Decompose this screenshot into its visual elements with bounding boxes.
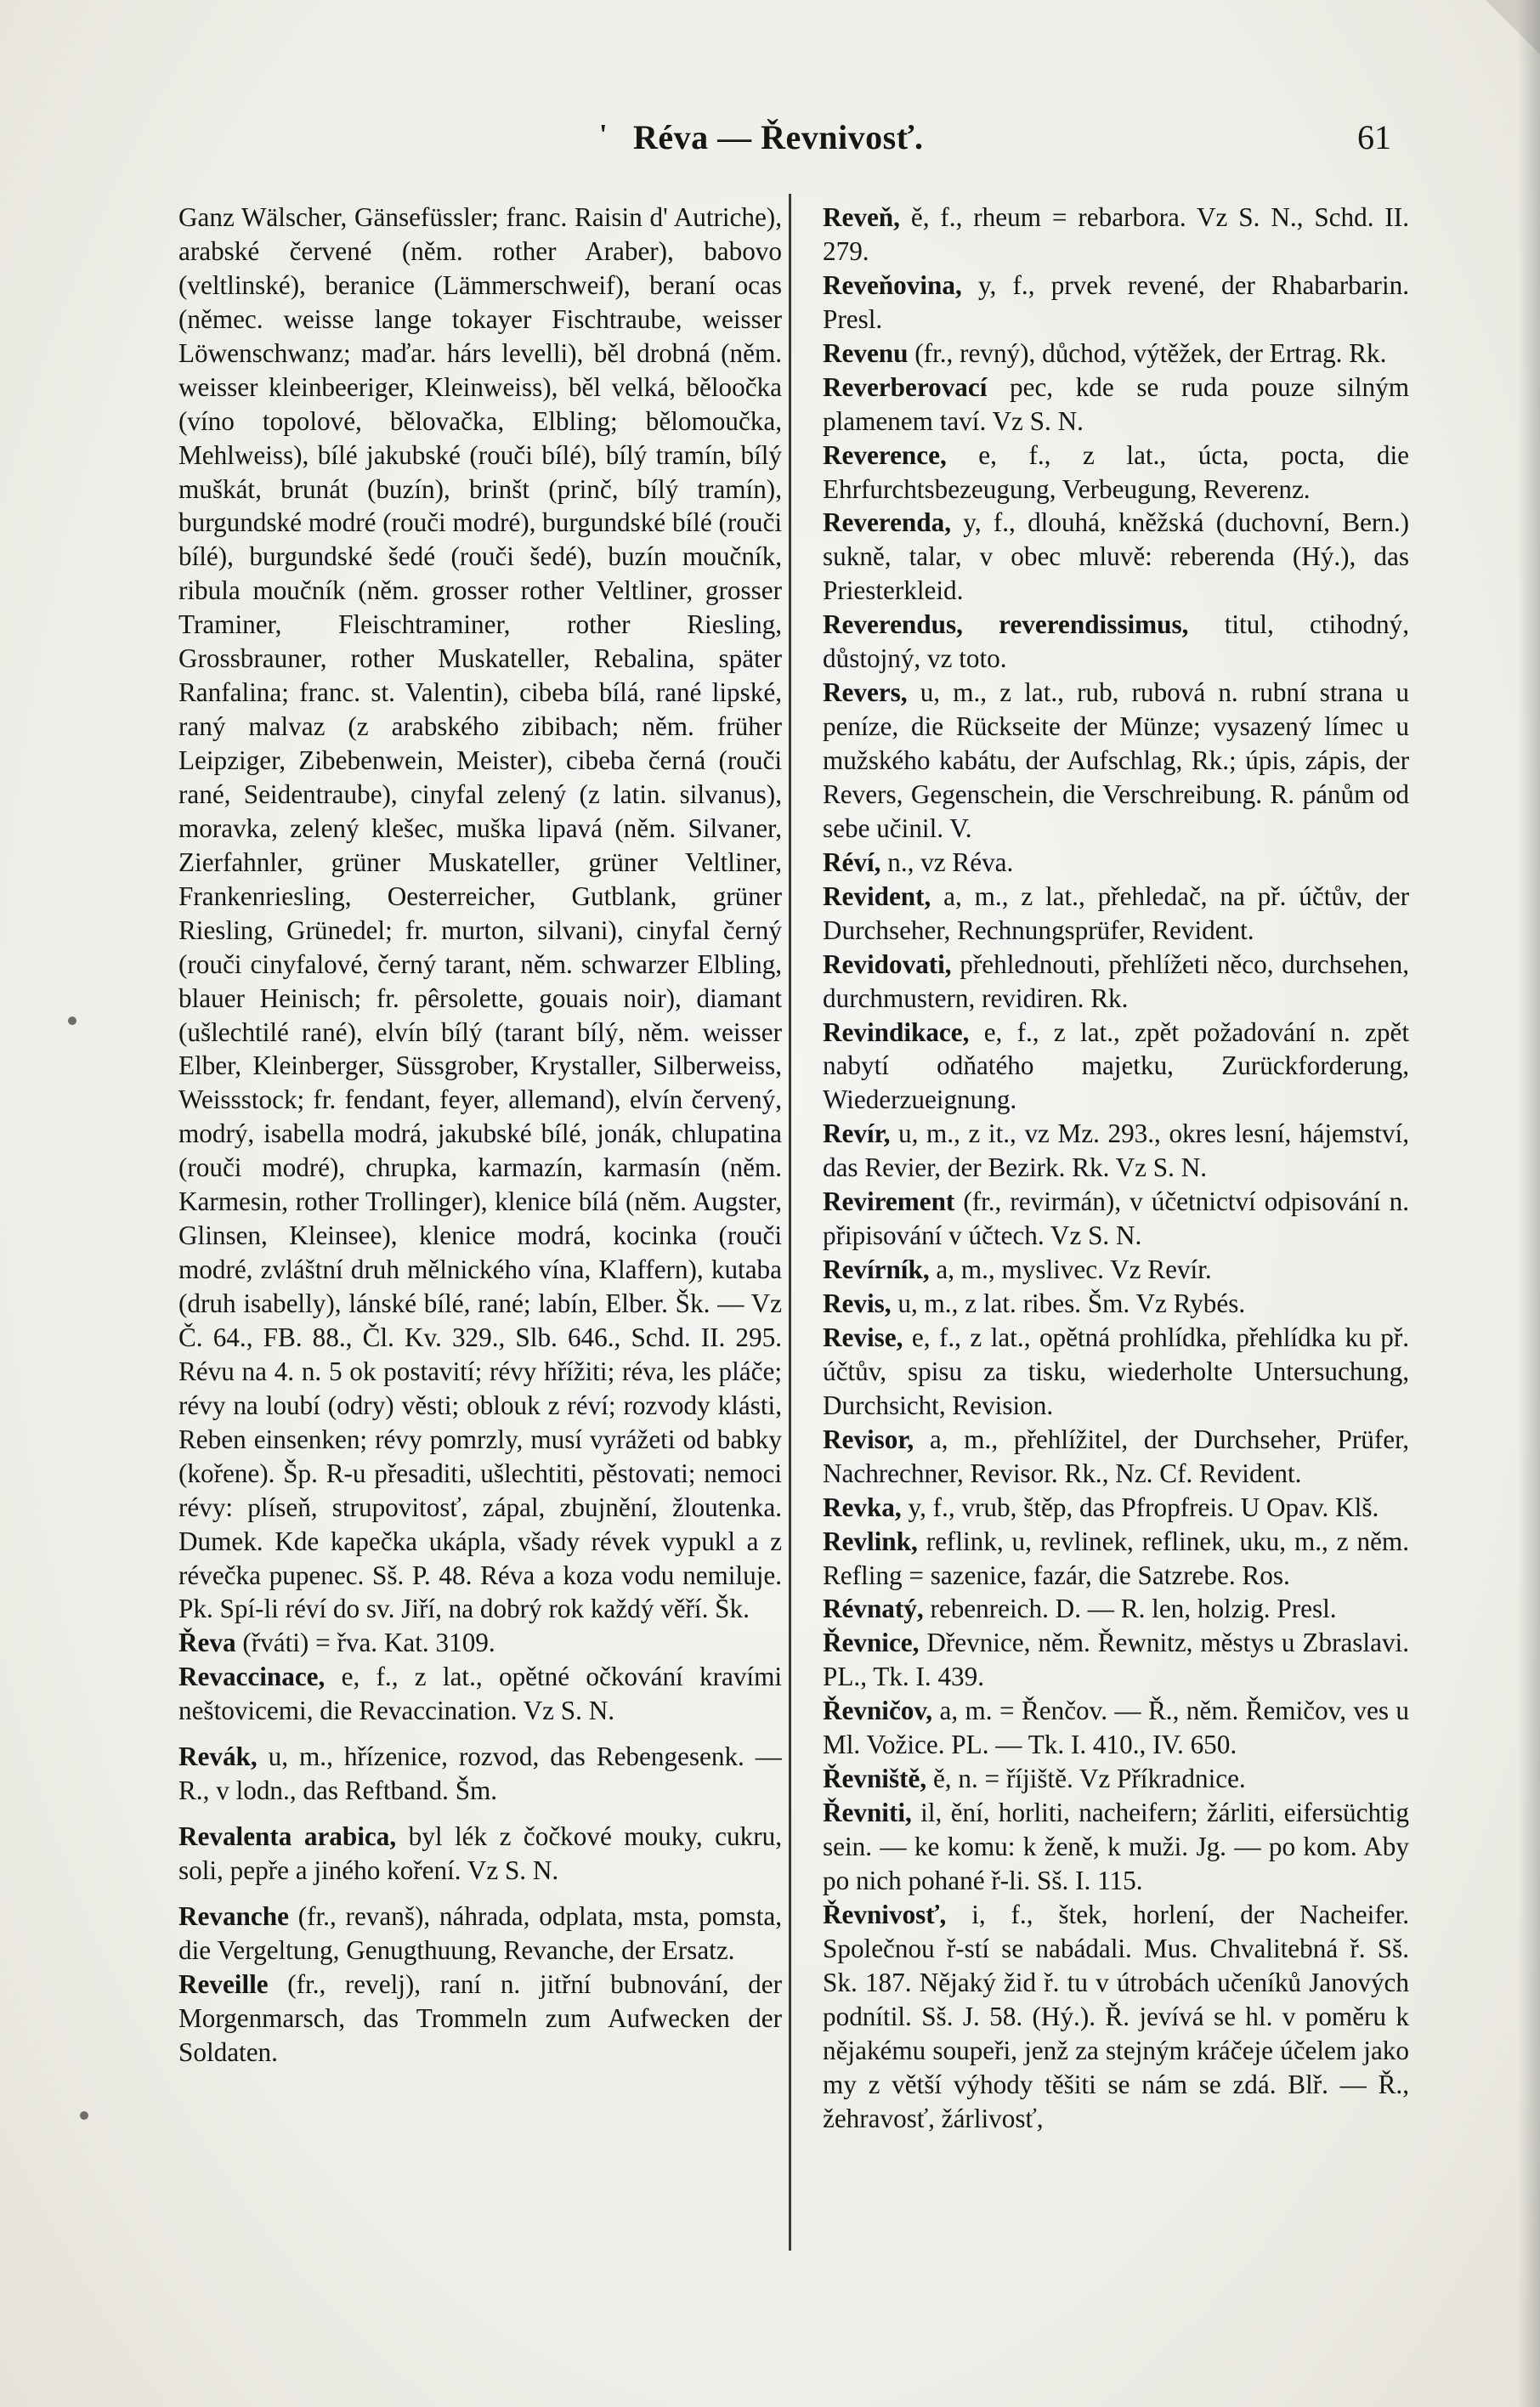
entry-text: (řváti) = řva. Kat. 3109. xyxy=(235,1628,495,1658)
entry-headword: Revenu xyxy=(823,337,909,368)
dictionary-entry xyxy=(823,1592,1409,1626)
entry-text: reflink, u, revlinek, reflinek, uku, m., z něm. Refling = sazenice, fazár, die Satzrebe. Ros. xyxy=(823,1526,1409,1590)
entry-headword: Reveňovina, xyxy=(823,269,962,300)
entry-headword: Revers, xyxy=(823,677,908,708)
entry-text: titul, ctihodný, důstojný, vz toto. xyxy=(823,609,1409,674)
dictionary-entry xyxy=(823,1525,1409,1593)
dictionary-entry xyxy=(823,371,1409,439)
dictionary-entry xyxy=(178,1626,782,1660)
entry-text: a, m., přehlížitel, der Durchseher, Prüfer, Nachrechner, Revisor. Rk., Nz. Cf. Revident. xyxy=(823,1424,1409,1488)
dictionary-entry xyxy=(823,1898,1409,2136)
entry-headword: Revidovati, xyxy=(823,949,952,979)
speck-mark xyxy=(68,1017,76,1025)
entry-headword: Revaccinace, xyxy=(178,1662,326,1692)
dictionary-entry xyxy=(823,1796,1409,1898)
entry-headword: Revák, xyxy=(178,1742,258,1772)
entry-text: il, ění, horliti, nacheifern; žárliti, eifersüchtig sein. — ke komu: k ženě, k muži. Jg. — po kom. Aby po nich pohané ř-li. Sš. I. 115. xyxy=(823,1798,1409,1895)
dictionary-entry xyxy=(823,1253,1409,1287)
entry-headword: Řevničov, xyxy=(823,1696,933,1726)
dictionary-entry xyxy=(823,1016,1409,1118)
entry-headword: Reveille xyxy=(178,1968,269,1999)
dictionary-entry xyxy=(823,676,1409,846)
entry-headword: Řevniště, xyxy=(823,1764,927,1794)
entry-text: (fr., revanš), náhrada, odplata, msta, pomsta, die Vergeltung, Genugthuung, Revanche, der Ersatz. xyxy=(178,1900,782,1965)
entry-text: e, f., z lat., opětné očkování kravími neštovicemi, die Revaccination. Vz S. N. xyxy=(178,1662,782,1726)
entry-text: e, f., z lat., úcta, pocta, die Ehrfurchtsbezeugung, Verbeugung, Reverenz. xyxy=(823,439,1409,504)
entry-text: (fr., revný), důchod, výtěžek, der Ertrag. Rk. xyxy=(908,337,1387,368)
header-title: Réva — Řevnivosť. xyxy=(633,118,924,156)
dictionary-entry xyxy=(178,201,782,1626)
dictionary-entry xyxy=(823,1117,1409,1185)
speck-mark xyxy=(80,2111,88,2120)
entry-headword: Reverberovací xyxy=(823,371,988,402)
entry-headword: Réví, xyxy=(823,847,881,877)
entry-headword: Řevniti, xyxy=(823,1798,912,1828)
entry-text: ě, f., rheum = rebarbora. Vz S. N., Schd. II. 279. xyxy=(823,202,1409,266)
entry-headword: Reverendus, reverendissimus, xyxy=(823,609,1189,640)
dictionary-entry xyxy=(823,337,1409,371)
entry-headword: Revident, xyxy=(823,881,931,911)
dictionary-entry xyxy=(823,1694,1409,1762)
dictionary-entry xyxy=(823,506,1409,608)
dictionary-entry xyxy=(178,1820,782,1888)
entry-text: a, m., myslivec. Vz Revír. xyxy=(929,1254,1212,1285)
entry-headword: Reveň, xyxy=(823,202,900,232)
column-divider xyxy=(789,194,791,2251)
entry-text: e, f., z lat., opětná prohlídka, přehlídka ku př. účtův, spisu za tisku, wiederholte Untersuchung, Durchsicht, Revision. xyxy=(823,1322,1409,1420)
entry-headword: Révnatý, xyxy=(823,1594,924,1624)
page-edge-shadow xyxy=(1518,0,1540,2407)
dictionary-entry xyxy=(823,1762,1409,1796)
entry-headword: Řevnice, xyxy=(823,1628,920,1658)
dictionary-entry xyxy=(823,1626,1409,1694)
entry-headword: Revanche xyxy=(178,1900,289,1931)
entry-headword: Revindikace, xyxy=(823,1017,970,1047)
entry-text: y, f., dlouhá, kněžská (duchovní, Bern.) sukně, talar, v obec mluvě: reberenda (Hý.), das Priesterkleid. xyxy=(823,507,1409,606)
entry-headword: Revirement xyxy=(823,1187,955,1217)
entry-headword: Reverenda, xyxy=(823,507,952,538)
running-header xyxy=(0,116,1540,167)
entry-text: y, f., prvek revené, der Rhabarbarin. Presl. xyxy=(823,269,1409,334)
entry-text: (fr., revirmán), v účetnictví odpisování n. připisování v účtech. Vz S. N. xyxy=(823,1187,1409,1251)
dictionary-entry xyxy=(823,880,1409,948)
entry-headword: Řeva xyxy=(178,1628,236,1658)
entry-headword: Řevnivosť, xyxy=(823,1899,947,1929)
entry-text: ě, n. = říjiště. Vz Příkradnice. xyxy=(926,1764,1246,1794)
entry-text: (fr., revelj), raní n. jitřní bubnování, der Morgenmarsch, das Trommeln zum Aufwecken der Soldaten. xyxy=(178,1968,782,2067)
entry-headword: Revise, xyxy=(823,1322,903,1352)
dictionary-entry xyxy=(823,269,1409,337)
entry-text: rebenreich. D. — R. len, holzig. Presl. xyxy=(923,1594,1337,1624)
entry-text: y, f., vrub, štěp, das Pfropfreis. U Opav. Klš. xyxy=(901,1492,1379,1522)
entry-text: u, m., hřízenice, rozvod, das Rebengesenk. — R., v lodn., das Reftband. Šm. xyxy=(178,1742,782,1806)
dictionary-entry xyxy=(823,439,1409,507)
dictionary-entry xyxy=(823,846,1409,880)
entry-text: i, f., štek, horlení, der Nacheifer. Společnou ř-stí se nabádali. Mus. Chvalitebná ř. Sš. Sk. 187. Nějaký žid ř. tu v útrobách učeníků Janových podnítil. Sš. J. 58. (Hý.). Ř. jevívá se hl. v poměru k nějakému soupeři, jenž za stejným kráčeje účelem jako my z větší výhody těšiti se nám se zdá. Blř. — Ř., žehravosť, žárlivosť, xyxy=(823,1899,1409,2133)
dictionary-entry xyxy=(178,1900,782,1968)
entry-headword: Revalenta arabica, xyxy=(178,1821,397,1852)
entry-headword: Revír, xyxy=(823,1119,891,1149)
entry-headword: Reverence, xyxy=(823,439,947,470)
entry-headword: Revisor, xyxy=(823,1424,914,1454)
entry-text: a, m., z lat., přehledač, na př. účtův, der Durchseher, Rechnungsprüfer, Revident. xyxy=(823,881,1409,945)
entry-headword: Revírník, xyxy=(823,1254,930,1285)
page-number: 61 xyxy=(1357,118,1391,156)
entry-headword: Revka, xyxy=(823,1492,902,1522)
dictionary-entry xyxy=(823,1423,1409,1491)
entry-text: u, m., z lat. ribes. Šm. Vz Rybés. xyxy=(891,1288,1246,1318)
dictionary-entry xyxy=(823,1491,1409,1525)
entry-headword: Revis, xyxy=(823,1288,892,1318)
dictionary-entry xyxy=(823,608,1409,676)
dictionary-entry xyxy=(178,1740,782,1808)
entry-text: Dřevnice, něm. Řewnitz, městys u Zbraslavi. PL., Tk. I. 439. xyxy=(823,1628,1409,1692)
dictionary-entry xyxy=(823,1321,1409,1423)
entry-text: e, f., z lat., zpět požadování n. zpět nabytí odňatého majetku, Zurückforderung, Wiederzueignung. xyxy=(823,1017,1409,1115)
entry-text: u, m., z it., vz Mz. 293., okres lesní, hájemství, das Revier, der Bezirk. Rk. Vz S. N. xyxy=(823,1119,1409,1183)
entry-text: u, m., z lat., rub, rubová n. rubní strana u peníze, die Rückseite der Münze; vysazený límec u mužského kabátu, der Aufschlag, Rk.; úpis, zápis, der Revers, Gegenschein, die Verschreibung. R. pánům od sebe učinil. V. xyxy=(823,677,1409,843)
entry-text: Ganz Wälscher, Gänsefüssler; franc. Raisin d' Autriche), arabské červené (něm. rother Araber), babovo (veltlinské), beranice (Lämmerschweif), beraní ocas (němec. weisse lange tokayer Fischtraube, weisser Löwenschwanz; maďar. hárs levelli), běl drobná (něm. weisser kleinbeeriger, Kleinweiss), běl velká, běloočka (víno topolové, bělovačka, Elbling; bělomoučka, Mehlweiss), bílé jakubské (rouči bílé), bílý tramín, bílý muškát, brunát (buzín), brinšt (prinč, bílý tramín), burgundské modré (rouči modré), burgundské bílé (rouči bílé), burgundské šedé (rouči šedé), buzín moučník, ribula moučník (něm. grosser rother Veltliner, grosser Traminer, Fleischtraminer, rother Riesling, Grossbrauner, rother Muskateller, Rebalina, später Ranfalina; franc. st. Valentin), cibeba bílá, rané lipské, raný malvaz (z arabského zibibach; něm. früher Leipziger, Zibebenwein, Meister), cibeba černá (rouči rané, Seidentraube), cinyfal zelený (z latin. silvanus), moravka, zelený klešec, muška lipavá (něm. Silvaner, Zierfahnler, grüner Muskateller, grüner Veltliner, Frankenriesling, Oesterreicher, Gutblank, grüner Riesling, Grünedel; fr. murton, silvani), cinyfal černý (rouči cinyfalové, černý tarant, něm. schwarzer Elbling, blauer Heinisch; fr. pêrsolette, gouais noir), diamant (ušlechtilé rané), elvín bílý (tarant bílý, něm. weisser Elber, Kleinberger, Süssgrober, Krystaller, Silberweiss, Weissstock; fr. fendant, feyer, allemand), elvín červený, modrý, isabella modrá, jakubské bílé, jonák, chlupatina (rouči modré), chrupka, karmazín, karmasín (něm. Karmesin, rother Trollinger), klenice bílá (něm. Augster, Glinsen, Kleinsee), klenice modrá, kocinka (rouči modré, zvláštní druh mělnického vína, Klaffern), kutaba (druh isabelly), lánské bílé, rané; labín, Elber. Šk. — Vz Č. 64., FB. 88., Čl. Kv. 329., Slb. 646., Schd. II. 295. Révu na 4. n. 5 ok postavití; révy hřížiti; réva, les pláče; révy na loubí (odry) věsti; oblouk z réví; rozvody klásti, Reben einsenken; révy pomrzly, musí vyrážeti od babky (kořene). Šp. R-u přesaditi, ušlechtiti, pěstovati; nemoci révy: plíseň, strupovitosť, zápal, zbujnění, žloutenka. Dumek. Kde kapečka ukápla, všady révek vypukl a z révečka pupenec. Sš. P. 48. Réva a koza vodu nemiluje. Pk. Spí-li réví do sv. Jiří, na dobrý rok každý věří. Šk. xyxy=(178,202,782,1624)
entry-text: přehlednouti, přehlížeti něco, durchsehen, durchmustern, revidiren. Rk. xyxy=(823,949,1409,1013)
header-mark: ' xyxy=(599,119,608,150)
dictionary-entry xyxy=(823,948,1409,1016)
entry-text: a, m. = Řenčov. — Ř., něm. Řemičov, ves u Ml. Vožice. PL. — Tk. I. 410., IV. 650. xyxy=(823,1696,1409,1760)
dictionary-entry xyxy=(823,201,1409,269)
dictionary-entry xyxy=(823,1287,1409,1321)
dictionary-entry xyxy=(178,1968,782,2070)
left-column xyxy=(178,201,782,2257)
entry-text: byl lék z čočkové mouky, cukru, soli, pepře a jiného koření. Vz S. N. xyxy=(178,1821,782,1885)
dictionary-entry xyxy=(823,1185,1409,1253)
dictionary-entry xyxy=(178,1660,782,1728)
entry-text: n., vz Réva. xyxy=(880,847,1014,877)
entry-headword: Revlink, xyxy=(823,1526,918,1556)
right-column xyxy=(823,201,1409,2257)
entry-text: pec, kde se ruda pouze silným plamenem taví. Vz S. N. xyxy=(823,371,1409,436)
